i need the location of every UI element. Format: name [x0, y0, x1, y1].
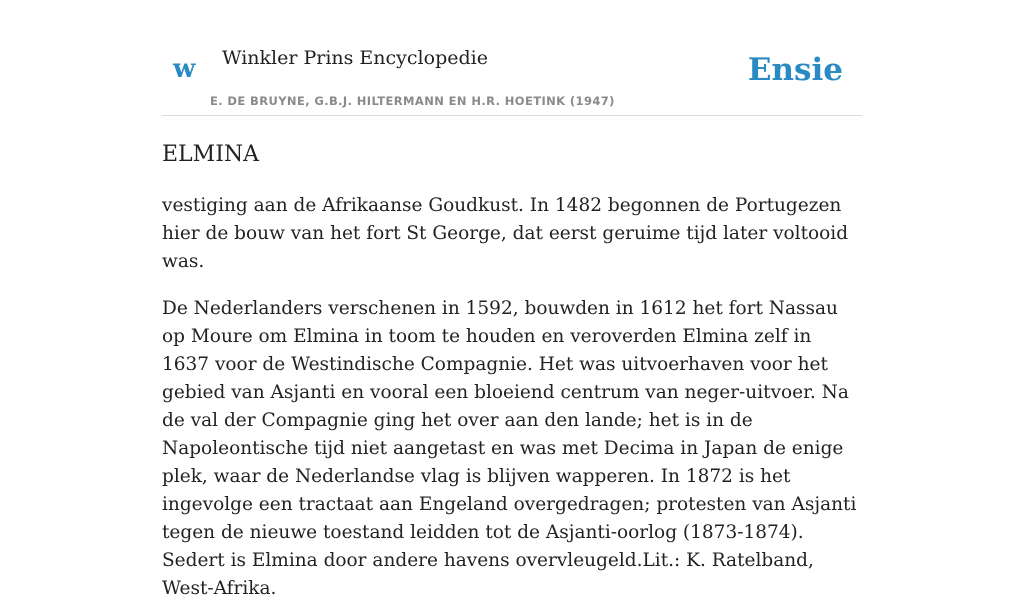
- article-headword: ELMINA: [162, 142, 260, 167]
- article-paragraph: De Nederlanders verschenen in 1592, bouwden in 1612 het fort Nassau op Moure om Elmina in toom te houden en veroverden Elmina zelf in 1637 voor de Westindische Compagnie. Het was uitvoerhaven voor het gebied van Asjanti en vooral een bloeiend centrum van neger-uitvoer. Na de val der Compagnie ging het over aan den lande; het is in de Napoleontische tijd niet aangetast en was met Decima in Japan de enige plek, waar de Nederlandse vlag is blijven wapperen. In 1872 is het ingevolge een tractaat aan Engeland overgedragen; protesten van Asjanti tegen de nieuwe toestand leidden tot de Asjanti-oorlog (1873-1874). Sedert is Elmina door andere havens overvleugeld.Lit.: K. Ratelband, West-Afrika.: [162, 298, 857, 599]
- authors-line: E. DE BRUYNE, G.B.J. HILTERMANN EN H.R. HOETINK (1947): [210, 94, 615, 108]
- ensie-brand-logo[interactable]: Ensie: [747, 52, 843, 88]
- encyclopedia-title[interactable]: Winkler Prins Encyclopedie: [222, 47, 488, 69]
- site-header: [162, 40, 862, 116]
- encyclopedia-logo-icon[interactable]: w: [173, 54, 196, 84]
- article-paragraph: vestiging aan de Afrikaanse Goudkust. In 1482 begonnen de Portugezen hier de bouw van het fort St George, dat eerst geruime tijd later voltooid was.: [162, 195, 849, 272]
- article: [162, 140, 862, 603]
